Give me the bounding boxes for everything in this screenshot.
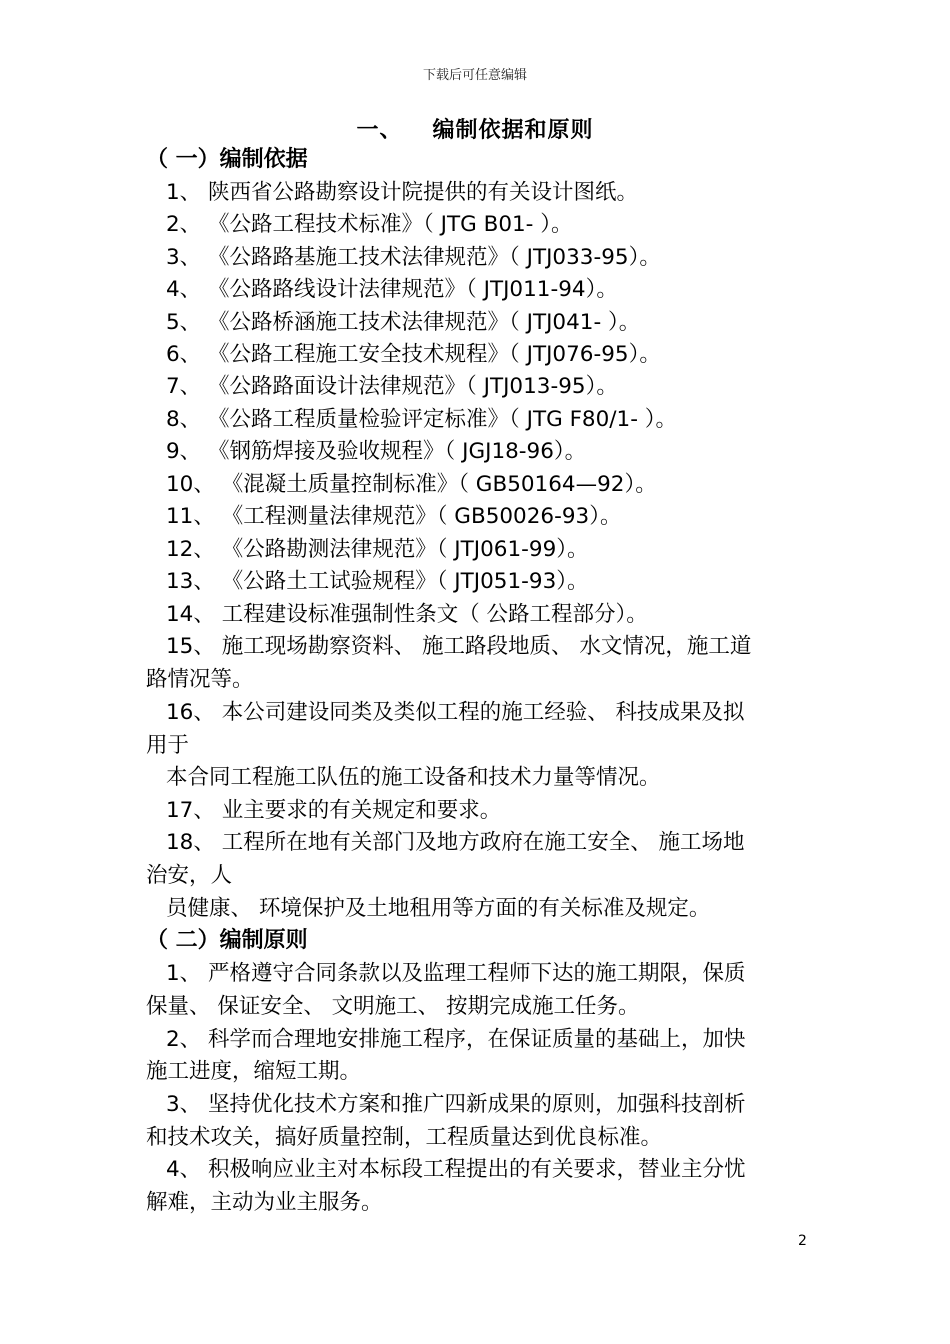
principle-1-line2: 保量、 保证安全、 文明施工、 按期完成施工任务。 xyxy=(146,994,640,1019)
principle-1-line1: 1、 严格遵守合同条款以及监理工程师下达的施工期限，保质 xyxy=(166,961,746,986)
section-number: 一、 xyxy=(356,118,403,143)
basis-item-2: 2、 《公路工程技术标准》（ JTG B01- ）。 xyxy=(166,212,573,237)
basis-item-5: 5、 《公路桥涵施工技术法律规范》（ JTJ041- ）。 xyxy=(166,310,641,335)
basis-item-6: 6、 《公路工程施工安全技术规程》（ JTJ076-95）。 xyxy=(166,342,661,367)
principle-4-line2: 解难，主动为业主服务。 xyxy=(146,1190,383,1215)
basis-item-7: 7、 《公路路面设计法律规范》（ JTJ013-95）。 xyxy=(166,374,618,399)
principle-2-line1: 2、 科学而合理地安排施工程序，在保证质量的基础上，加快 xyxy=(166,1027,746,1052)
basis-item-13: 13、 《公路土工试验规程》（ JTJ051-93）。 xyxy=(166,569,589,594)
basis-item-15-line1: 15、 施工现场勘察资料、 施工路段地质、 水文情况，施工道 xyxy=(166,634,752,659)
basis-item-16-line1: 16、 本公司建设同类及类似工程的施工经验、 科技成果及拟 xyxy=(166,700,745,725)
basis-item-17: 17、 业主要求的有关规定和要求。 xyxy=(166,798,502,823)
principle-2-line2: 施工进度，缩短工期。 xyxy=(146,1059,362,1084)
principle-3-line2: 和技术攻关，搞好质量控制，工程质量达到优良标准。 xyxy=(146,1125,663,1150)
basis-item-18-line3: 员健康、 环境保护及土地租用等方面的有关标准及规定。 xyxy=(166,896,711,921)
basis-item-4: 4、 《公路路线设计法律规范》（ JTJ011-94）。 xyxy=(166,277,618,302)
section-title-text: 编制依据和原则 xyxy=(432,118,594,143)
page-number: 2 xyxy=(798,1233,807,1249)
basis-item-8: 8、 《公路工程质量检验评定标准》（ JTG F80/1- ）。 xyxy=(166,407,678,432)
basis-item-14: 14、 工程建设标准强制性条文（ 公路工程部分）。 xyxy=(166,602,648,627)
basis-item-16-line2: 用于 xyxy=(146,733,190,758)
basis-item-16-line3: 本合同工程施工队伍的施工设备和技术力量等情况。 xyxy=(166,765,661,790)
section-title xyxy=(0,113,950,144)
basis-item-3: 3、 《公路路基施工技术法律规范》（ JTJ033-95）。 xyxy=(166,245,661,270)
basis-item-1: 1、 陕西省公路勘察设计院提供的有关设计图纸。 xyxy=(166,180,639,205)
basis-item-10: 10、 《混凝土质量控制标准》（ GB50164—92）。 xyxy=(166,472,657,497)
basis-item-9: 9、 《钢筋焊接及验收规程》（ JGJ18-96）。 xyxy=(166,439,587,464)
basis-item-11: 11、 《工程测量法律规范》（ GB50026-93）。 xyxy=(166,504,622,529)
principle-3-line1: 3、 坚持优化技术方案和推广四新成果的原则，加强科技剖析 xyxy=(166,1092,746,1117)
subsection-heading-principles: （ 二）编制原则 xyxy=(146,928,308,953)
basis-item-15-line2: 路情况等。 xyxy=(146,667,254,692)
basis-item-18-line2: 治安，人 xyxy=(146,863,233,888)
page-header: 下载后可任意编辑 xyxy=(422,68,527,83)
basis-item-12: 12、 《公路勘测法律规范》（ JTJ061-99）。 xyxy=(166,537,589,562)
subsection-heading-basis: （ 一）编制依据 xyxy=(146,147,308,172)
principle-4-line1: 4、 积极响应业主对本标段工程提出的有关要求，替业主分忧 xyxy=(166,1157,746,1182)
basis-item-18-line1: 18、 工程所在地有关部门及地方政府在施工安全、 施工场地 xyxy=(166,830,745,855)
